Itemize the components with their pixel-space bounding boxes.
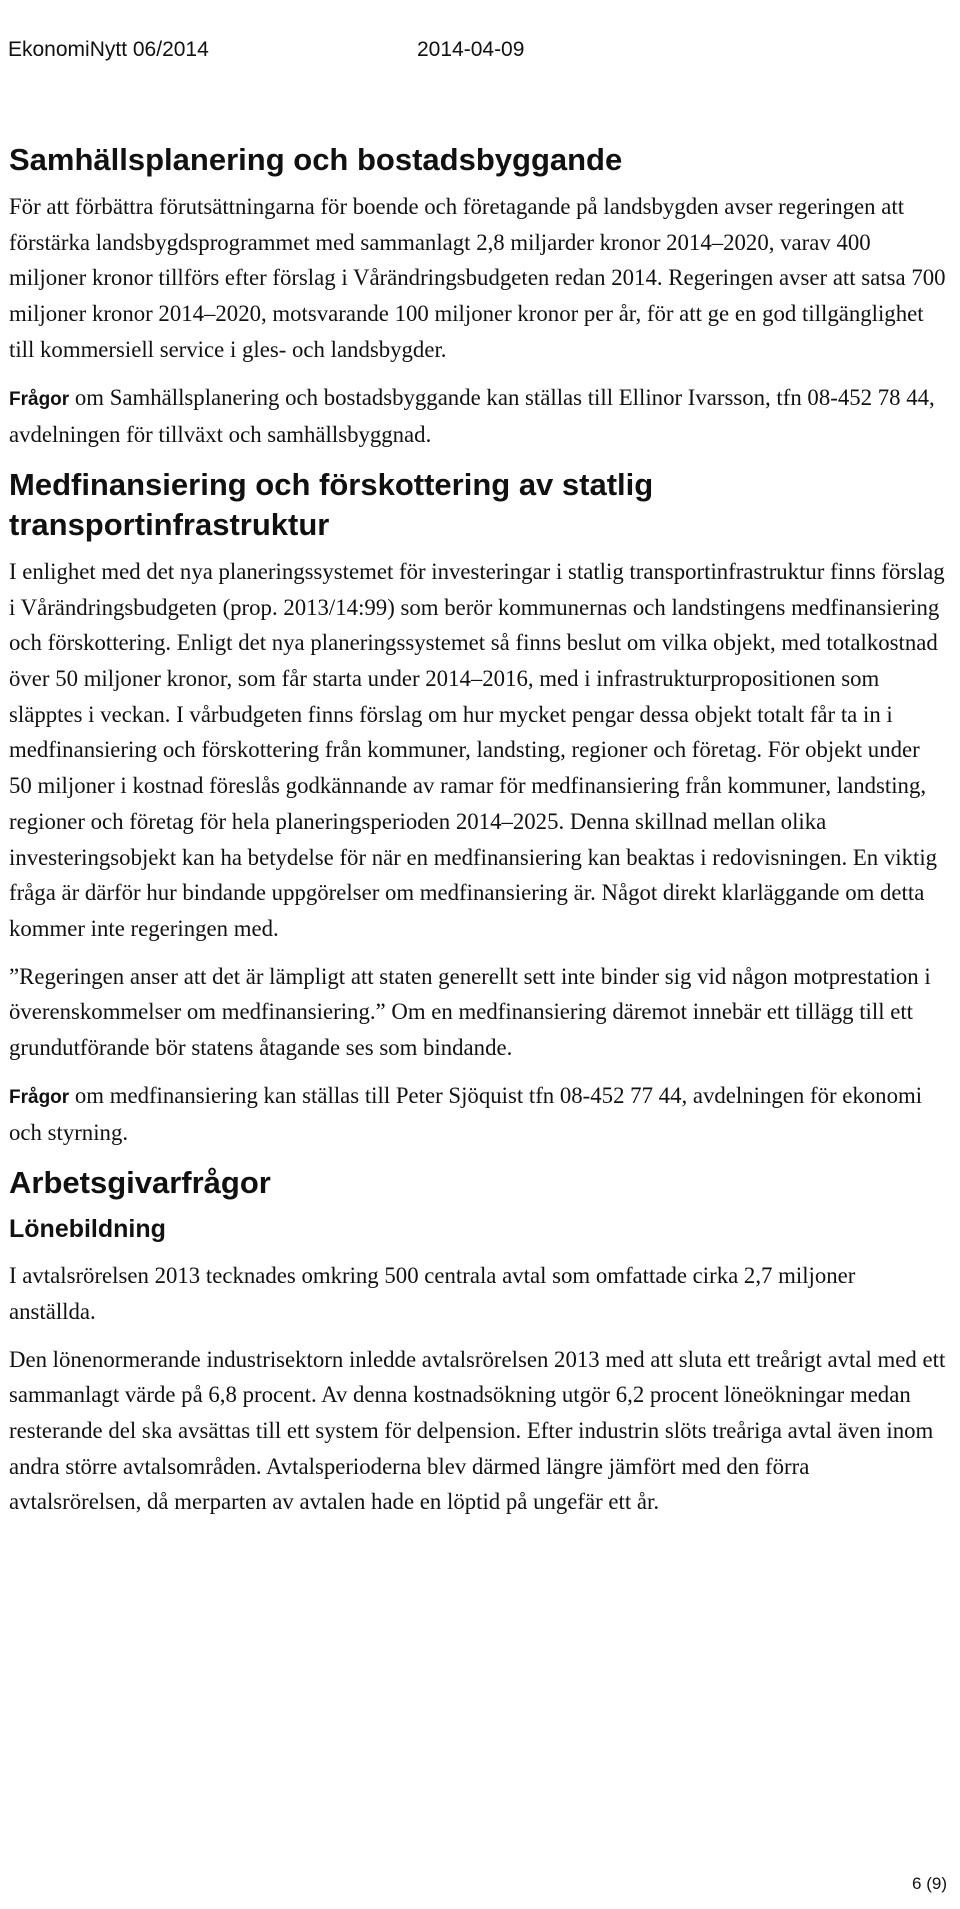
contact-lead-label: Frågor [9,388,70,410]
contact-text: om medfinansiering kan ställas till Peter Sjöquist tfn 08-452 77 44, avdelningen för ekonomi och styrning. [9,1082,923,1146]
article-content [9,140,947,1532]
publication-date: 2014-04-09 [417,38,525,61]
contact-text: om Samhällsplanering och bostadsbyggande kan ställas till Ellinor Ivarsson, tfn 08-452 78 44, avdelningen för tillväxt och samhällsbyggnad. [9,384,935,448]
section-heading-medfinansiering: Medfinansiering och förskottering av statlig transportinfrastruktur [9,466,654,542]
paragraph-industrisektorn: Den lönenormerande industrisektorn inledde avtalsrörelsen 2013 med att sluta ett treårigt avtal med ett sammanlagt värde på 6,8 procent. Av denna kostnadsökning utgör 6,2 procent löneökningar medan resterande del ska avsättas till ett system för delpension. Efter industrin slöts treåriga avtal även inom andra större avtalsområden. Avtalsperioderna blev därmed längre jämfört med den förra avtalsrörelsen, då merparten av avtalen hade en löptid på ungefär ett år. [9,1346,946,1515]
contact-lead-label: Frågor [9,1086,70,1108]
contact-paragraph-medfinansiering [9,1078,947,1151]
page-number: 6 (9) [912,1874,947,1893]
paragraph-planeringssystem: I enlighet med det nya planeringssystemet för investeringar i statlig transportinfrastruktur finns förslag i Vårändringsbudgeten (prop. 2013/14:99) som berör kommunernas och landstingens medfinansiering och förskottering. Enligt det nya planeringssystemet så finns beslut om vilka objekt, med totalkostnad över 50 miljoner kronor, som får starta under 2014–2016, med i infrastrukturpropositionen som släpptes i veckan. I vårbudgeten finns förslag om hur mycket pengar dessa objekt totalt får ta in i medfinansiering och förskottering från kommuner, landsting, regioner och företag. För objekt under 50 miljoner i kostnad föreslås godkännande av ramar för medfinansiering från kommuner, landsting, regioner och företag för hela planeringsperioden 2014–2025. Denna skillnad mellan olika investeringsobjekt kan ha betydelse för när en medfinansiering kan beaktas i redovisningen. En viktig fråga är därför hur bindande uppgörelser om medfinansiering är. Något direkt klarläggande om detta kommer inte regeringen med. [9,558,945,941]
contact-paragraph-samhallsplanering [9,380,947,453]
paragraph-landsbygd: För att förbättra förutsättningarna för boende och företagande på landsbygden avser regeringen att förstärka landsbygdsprogrammet med sammanlagt 2,8 miljarder kronor 2014–2020, varav 400 miljoner kronor tillförs efter förslag i Vårändringsbudgeten redan 2014. Regeringen avser att satsa 700 miljoner kronor 2014–2020, motsvarande 100 miljoner kronor per år, för att ge en god tillgänglighet till kommersiell service i gles- och landsbygder. [9,194,946,362]
subheading-lonebildning: Lönebildning [9,1215,166,1244]
paragraph-quote-regeringen: ”Regeringen anser att det är lämpligt att staten generellt sett inte binder sig vid någon motprestation i överenskommelser om medfinansiering.” Om en medfinansiering däremot innebär ett tillägg till ett grundutförande bör statens åtagande ses som bindande. [9,963,931,1061]
section-heading-samhallsplanering: Samhällsplanering och bostadsbyggande [9,142,623,177]
paragraph-avtalsrorelsen: I avtalsrörelsen 2013 tecknades omkring 500 centrala avtal som omfattade cirka 2,7 miljoner anställda. [9,1263,856,1324]
publication-name: EkonomiNytt 06/2014 [8,38,209,61]
section-heading-arbetsgivarfragor: Arbetsgivarfrågor [9,1165,271,1201]
